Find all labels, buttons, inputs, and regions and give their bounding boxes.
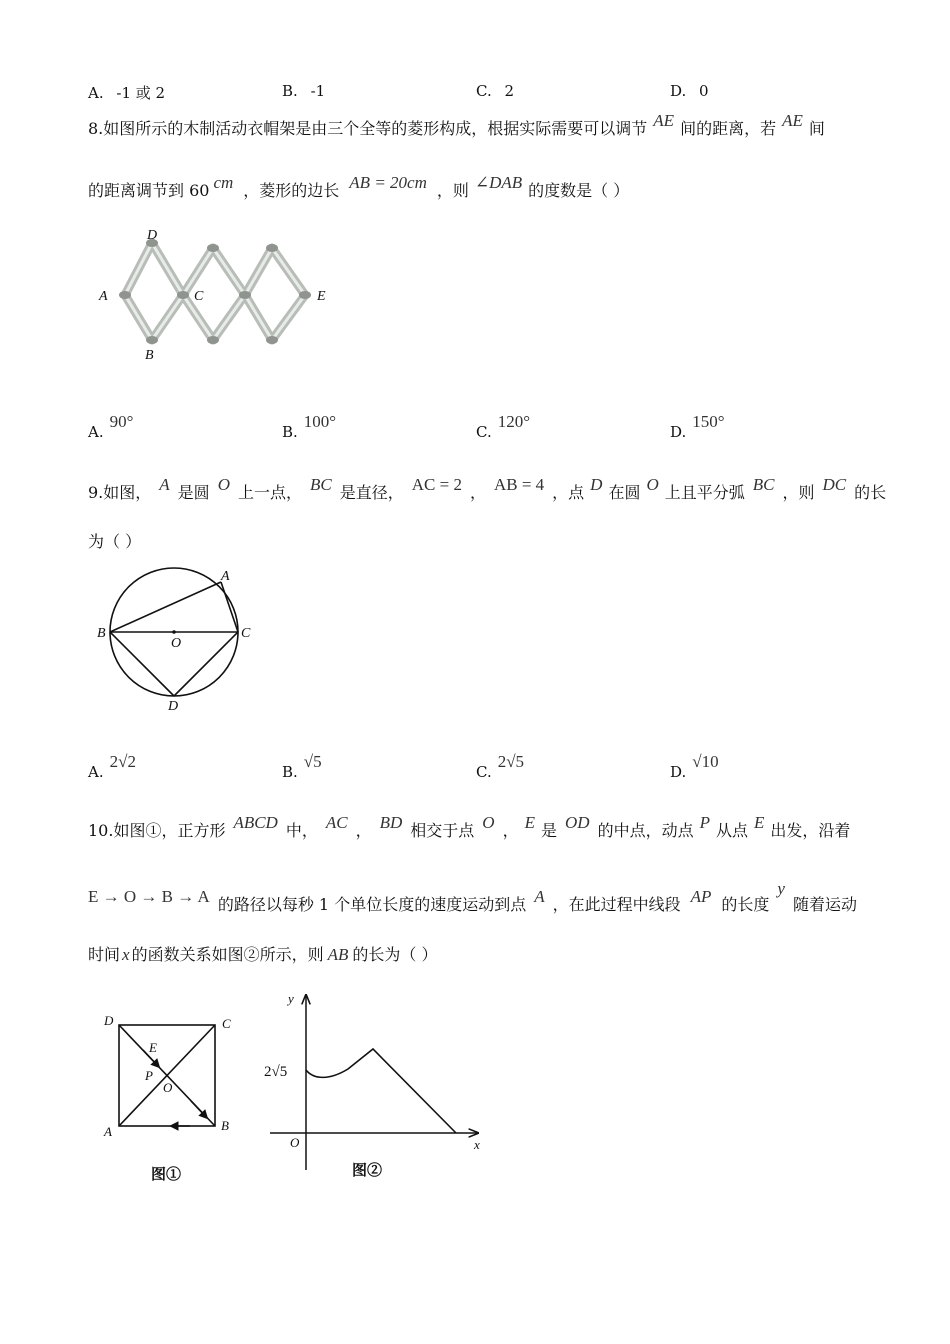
- figure-2-caption: 图②: [352, 1163, 383, 1179]
- rack-label-b: B: [145, 348, 154, 363]
- circle-label-b: B: [97, 626, 106, 641]
- q10-line-2: E → O → B → A 的路径以每秒 1 个单位长度的速度运动到点 A ，在此过程中线段 AP 的长度y随着运动: [88, 879, 857, 914]
- q7-option-d[interactable]: D. 0: [670, 82, 709, 100]
- square-label-p: P: [145, 1068, 153, 1083]
- q8-line-2: 的距离调节到 60 cm ，菱形的边长 AB = 20cm ，则 ∠DAB 的度数是（ ）: [88, 173, 630, 200]
- rack-label-c: C: [194, 289, 204, 304]
- square-label-e: E: [149, 1040, 157, 1055]
- circle-figure: [90, 562, 265, 717]
- segment-dc: [174, 632, 238, 696]
- q9-option-c[interactable]: C.2√5: [476, 752, 525, 781]
- graph-label-x: x: [474, 1137, 480, 1152]
- circle-label-o: O: [171, 636, 182, 651]
- q8-option-b[interactable]: B.100°: [282, 412, 337, 441]
- segment-ac: [221, 582, 238, 632]
- rack-label-e: E: [317, 289, 326, 304]
- q10-line-1: 10.如图①，正方形 ABCD 中， AC ， BD 相交于点 O ， E 是 OD 的中点，动点 P 从点 E 出发，沿着: [88, 813, 851, 840]
- q7-option-c[interactable]: C. 2: [476, 82, 515, 100]
- q9-option-d[interactable]: D.√10: [670, 752, 719, 781]
- circle-label-d: D: [168, 699, 179, 714]
- q7-option-b[interactable]: B. -1: [282, 82, 326, 100]
- coat-rack-figure: [95, 225, 345, 365]
- figure-1-caption: 图①: [151, 1167, 182, 1183]
- rack-label-a: A: [99, 289, 108, 304]
- q8-option-c[interactable]: C.120°: [476, 412, 531, 441]
- graph-ytick-label: 2√5: [264, 1064, 288, 1080]
- q9-option-b[interactable]: B.√5: [282, 752, 322, 781]
- q8-option-a[interactable]: A.90°: [88, 412, 134, 441]
- q9-line-1: 9.如图， A 是圆 O 上一点， BC 是直径， AC = 2 ， AB = 4 ，点 D 在圆 O 上且平分弧 BC ，则 DC 的长: [88, 475, 887, 502]
- square-label-d: D: [104, 1013, 114, 1028]
- graph-label-origin: O: [290, 1135, 300, 1150]
- square-label-b: B: [221, 1118, 229, 1133]
- square-label-c: C: [222, 1016, 231, 1031]
- q7-option-a[interactable]: A. -1 或 2: [88, 84, 166, 102]
- graph-label-y: y: [288, 991, 294, 1006]
- rack-label-d: D: [147, 228, 158, 243]
- circle-label-c: C: [241, 626, 251, 641]
- q9-line-2: 为（ ）: [88, 532, 142, 551]
- arrow-o-to-b: [191, 1101, 207, 1118]
- q8-line-1: 8.如图所示的木制活动衣帽架是由三个全等的菱形构成，根据实际需要可以调节 AE 间的距离，若 AE 间: [88, 111, 825, 138]
- center-point: [172, 630, 176, 634]
- circle-label-a: A: [221, 569, 230, 584]
- q9-option-a[interactable]: A.2√2: [88, 752, 136, 781]
- function-graph-figure: [258, 985, 498, 1185]
- function-curve: [306, 1049, 456, 1133]
- square-label-a: A: [104, 1124, 112, 1139]
- q10-line-3: 时间 x 的函数关系如图②所示，则 AB 的长为（ ）: [88, 945, 438, 964]
- segment-bd: [110, 632, 174, 696]
- square-figure: [95, 1008, 245, 1188]
- q8-option-d[interactable]: D.150°: [670, 412, 725, 441]
- square-label-o: O: [163, 1080, 173, 1095]
